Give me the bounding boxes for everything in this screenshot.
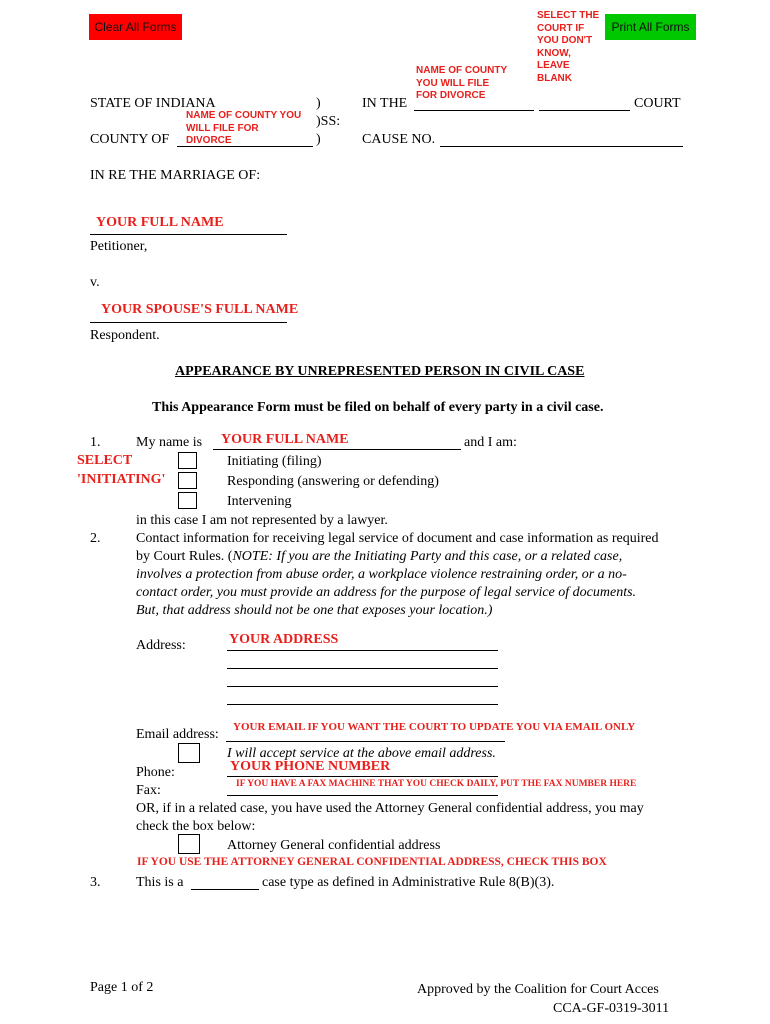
ag-line-2: check the box below: [136, 819, 256, 834]
hint-line: FOR DIVORCE [416, 90, 486, 101]
item3-suffix: case type as defined in Administrative Rule 8(B)(3). [262, 875, 555, 890]
court-select-hint [537, 10, 599, 85]
clear-all-forms-button[interactable]: Clear All Forms [89, 14, 182, 40]
fax-label: Fax: [136, 783, 161, 798]
approved-text: Approved by the Coalition for Court Acces [417, 982, 659, 997]
intervening-checkbox[interactable] [178, 492, 197, 509]
address-line-4[interactable] [227, 704, 498, 705]
initiating-label: Initiating (filing) [227, 454, 322, 469]
county-you-hint [186, 110, 301, 148]
address-line-2[interactable] [227, 668, 498, 669]
phone-hint: YOUR PHONE NUMBER [230, 759, 391, 774]
in-the-label: IN THE [362, 96, 408, 111]
my-name-hint: YOUR FULL NAME [221, 432, 349, 447]
phone-field[interactable] [227, 776, 498, 777]
item2-line2 [136, 548, 622, 565]
hint-line: KNOW, [537, 47, 571, 59]
item2-note-3: contact order, you must provide an address for the purpose of legal service of documents. [136, 585, 637, 600]
email-hint: YOUR EMAIL IF YOU WANT THE COURT TO UPDATE YOU VIA EMAIL ONLY [233, 721, 636, 733]
respondent-label: Respondent. [90, 328, 160, 343]
marriage-label: IN RE THE MARRIAGE OF: [90, 168, 261, 183]
hint-line: COURT IF [537, 22, 585, 34]
county-file-hint [416, 65, 507, 103]
item3-prefix: This is a [136, 875, 184, 890]
print-all-forms-button[interactable]: Print All Forms [605, 14, 696, 40]
item1-suffix: and I am: [464, 435, 517, 450]
item1-label: My name is [136, 435, 203, 450]
responding-label: Responding (answering or defending) [227, 474, 439, 489]
hint-line: DIVORCE [186, 135, 232, 146]
ag-option-label: Attorney General confidential address [227, 838, 441, 853]
hint-line: YOU WILL FILE [416, 77, 490, 89]
respondent-name-hint: YOUR SPOUSE'S FULL NAME [101, 302, 299, 317]
court-county-field[interactable] [414, 110, 534, 111]
ag-line-1: OR, if in a related case, you have used the Attorney General confidential address, you may [136, 801, 644, 816]
respondent-name-field[interactable] [90, 322, 287, 323]
petitioner-name-hint: YOUR FULL NAME [96, 215, 224, 230]
hint-line: SELECT [77, 453, 133, 468]
not-represented-text: in this case I am not represented by a lawyer. [136, 513, 388, 528]
case-type-field[interactable] [191, 889, 259, 890]
page-number: Page 1 of 2 [90, 980, 154, 995]
county-field[interactable] [177, 146, 313, 147]
hint-line: NAME OF COUNTY YOU [186, 110, 302, 121]
petitioner-label: Petitioner, [90, 239, 148, 254]
item2-number: 2. [90, 531, 101, 546]
form-title: APPEARANCE BY UNREPRESENTED PERSON IN CIVIL CASE [175, 364, 585, 379]
phone-label: Phone: [136, 765, 175, 780]
cause-no-label: CAUSE NO. [362, 132, 436, 147]
address-line-1[interactable] [227, 650, 498, 651]
intervening-label: Intervening [227, 494, 292, 509]
fax-hint: IF YOU HAVE A FAX MACHINE THAT YOU CHECK DAILY, PUT THE FAX NUMBER HERE [236, 779, 637, 789]
hint-line: NAME OF COUNTY [416, 65, 508, 76]
hint-line: YOU DON'T [537, 35, 593, 46]
court-name-field[interactable] [539, 110, 630, 111]
hint-line: BLANK [537, 72, 572, 84]
paren-2: ) [316, 132, 321, 147]
item2-line1: Contact information for receiving legal service of document and case information as required [136, 531, 659, 546]
item2-note-1: NOTE: If you are the Initiating Party and this case, or a related case, [232, 549, 623, 564]
email-field[interactable] [226, 741, 505, 742]
email-accept-checkbox[interactable] [178, 743, 200, 763]
hint-line: WILL FILE FOR [186, 122, 259, 134]
initiating-checkbox[interactable] [178, 452, 197, 469]
county-label: COUNTY OF [90, 132, 170, 147]
select-initiating-hint [77, 451, 165, 489]
email-label: Email address: [136, 727, 219, 742]
item2-note-2: involves a protection from abuse order, a workplace violence restraining order, or a no- [136, 567, 627, 582]
address-label: Address: [136, 638, 186, 653]
hint-line: SELECT THE [537, 10, 600, 21]
address-line-3[interactable] [227, 686, 498, 687]
item1-number: 1. [90, 435, 101, 450]
address-hint: YOUR ADDRESS [229, 632, 339, 647]
versus-label: v. [90, 275, 100, 290]
cause-no-field[interactable] [440, 146, 683, 147]
item2-line2-prefix: by Court Rules. ( [136, 549, 233, 564]
form-code: CCA-GF-0319-3011 [553, 1001, 670, 1016]
responding-checkbox[interactable] [178, 472, 197, 489]
my-name-field[interactable] [213, 449, 461, 450]
item2-note-4: But, that address should not be one that exposes your location.) [136, 603, 493, 618]
email-accept-label: I will accept service at the above email address. [227, 746, 496, 761]
court-label: COURT [634, 96, 681, 111]
item3-number: 3. [90, 875, 101, 890]
hint-line: LEAVE [537, 60, 570, 71]
hint-line: 'INITIATING' [77, 472, 166, 487]
fax-field[interactable] [227, 795, 498, 796]
paren-1: ) [316, 96, 321, 111]
ss-label: )SS: [316, 114, 341, 129]
ag-address-checkbox[interactable] [178, 834, 200, 854]
petitioner-name-field[interactable] [90, 234, 287, 235]
ag-address-hint: IF YOU USE THE ATTORNEY GENERAL CONFIDENTIAL ADDRESS, CHECK THIS BOX [137, 856, 607, 868]
state-label: STATE OF INDIANA [90, 96, 216, 111]
form-subtitle: This Appearance Form must be filed on behalf of every party in a civil case. [152, 400, 604, 415]
